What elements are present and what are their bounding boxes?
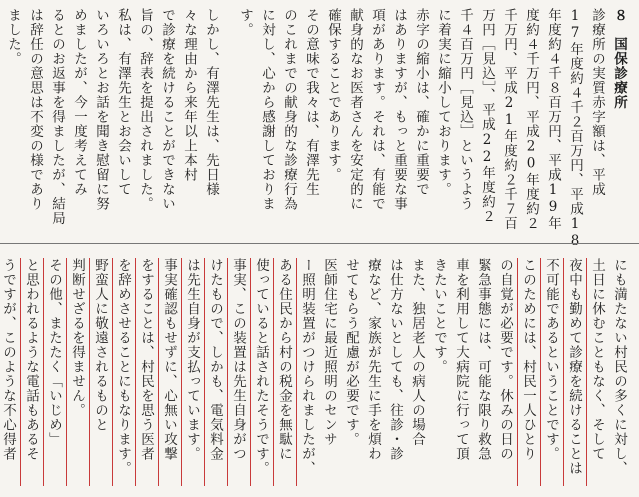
text-line: 療など、家族が先生に手を煩わ [365,258,381,461]
section-divider [0,243,639,244]
text-line: 旨の、辞表を提出されました。 [137,8,153,211]
text-line: いろいろとお話を聞き慰留に努 [93,8,109,211]
text-line [0,8,1,236]
highlighted-text-line: ある住民から村の税金を無駄に [273,258,294,486]
text-line: 赤字の縮小は、確かに重要で [413,8,429,197]
highlighted-text-line: 土日に休むこともなく、そして [586,258,607,486]
text-line: 献身的なお医者さんを安定的に [347,8,363,211]
text-line: 17年度約４千２百万円、平成18 [567,8,583,250]
highlighted-text-line: を辞めさせることにもなります。 [112,258,133,486]
section-heading: ８ 国保診療所 [611,8,627,110]
text-line: しかし、有澤先生は、先日様 [203,8,219,197]
text-line: 確保することであります。 [325,8,341,182]
text-line: に着実に縮小しております。 [435,8,451,197]
highlighted-text-line: 使っていると話されたそうです。 [250,258,271,486]
text-line: また、独居老人の病人の場合 [409,258,425,447]
text-line: は辞任の意思は不変の様であり [27,8,43,211]
text-line: にも満たない村民の多くに対し、 [611,258,627,476]
text-line: 千万円、平成21年度約２千７百 [501,8,517,231]
text-line: 度約４千万円、平成20年度約２ [523,8,539,231]
text-line: めましたが、今一度考えてみ [71,8,87,197]
text-line: 車を利用して大病院に行って頂 [453,258,469,461]
text-line: のこれまでの献身的な診療行為 [281,8,297,211]
highlighted-text-line: 事実、この装置は先生自身がつ [227,258,248,486]
highlighted-text-line: をすることは、村民を思う医者 [135,258,156,486]
text-line: 緊急事態には、可能な限り救急 [475,258,491,461]
highlighted-text-line: その他、またたく「いじめ」 [43,258,64,486]
text-line: の自覚が必要です。休みの日の [497,258,513,461]
text-line: 万円［見込］、平成22年度約２ [479,8,495,224]
text-line [223,8,233,236]
highlighted-text-line: けたもので、しかも、電気料金 [204,258,225,486]
text-line: せてもらう配慮が必要です。 [343,258,359,447]
highlighted-text-line: うですが、このような不心得者 [0,258,18,486]
text-line: るとのお返事を得ましたが、結局 [49,8,65,226]
text-line: その意味で我々は、有澤先生 [303,8,319,197]
text-line: は仕方ないとしても、往診・診 [387,258,403,461]
text-line: きたいことです。 [431,258,447,374]
text-line: はありますが、もっと重要な事 [391,8,407,211]
highlighted-text-line: このためには、村民一人ひとり [517,258,538,486]
top-columns [5,8,629,250]
text-line: 診療所の実質赤字額は、平成 [589,8,605,197]
text-line: ました。 [5,8,21,66]
highlighted-text-line: 野蛮人に敬遠されるものと [89,258,110,486]
highlighted-text-line: ー照明装置がつけられましたが、 [296,258,317,486]
highlighted-text-line: 夜中も勤めて診療を続けることは [563,258,584,486]
text-line: で診療を続けることができない [159,8,175,211]
text-line: 年度約４千８百万円、平成19年 [545,8,561,231]
text-line: 医師住宅に最近照明のセンサ [321,258,337,447]
top-text-block [5,8,629,250]
highlighted-text-line: 判断せざるを得ません。 [66,258,87,486]
highlighted-text-line: 事実確認もせずに、心無い攻撃 [158,258,179,486]
text-line: に対し、心から感謝しておりま [259,8,275,211]
text-line: 項があります。それは、有能で [369,8,385,211]
text-line: す。 [237,8,253,37]
text-line: 私は、有澤先生とお会いして [115,8,131,197]
bottom-columns [0,258,629,486]
text-line: 千４百万円［見込］というよう [457,8,473,211]
bottom-text-block [0,258,629,486]
highlighted-text-line: と思われるような電話もあるそ [20,258,41,486]
highlighted-text-line: 不可能であるということです。 [540,258,561,486]
text-line: 々な理由から来年以上本村 [181,8,197,182]
highlighted-text-line: は先生自身が支払っています。 [181,258,202,486]
